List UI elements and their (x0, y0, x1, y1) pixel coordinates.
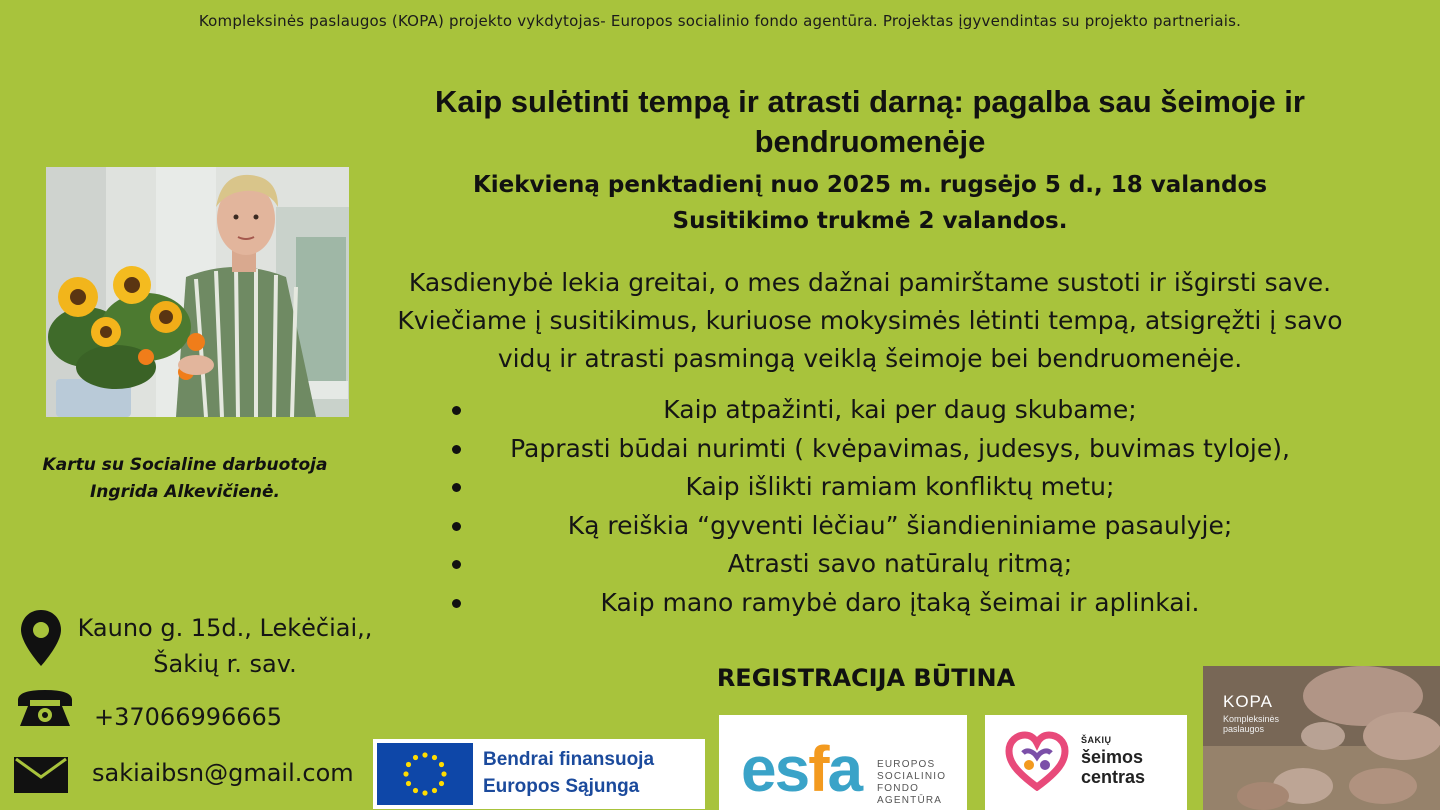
topic-text: Atrasti savo natūralų ritmą; (727, 549, 1073, 578)
bullet-icon (452, 483, 461, 492)
esfa-logo (719, 715, 967, 810)
esfa-full-name (877, 759, 946, 807)
eu-funding-logo (373, 739, 705, 809)
host-photo (46, 167, 349, 417)
eu-flag-icon (377, 743, 473, 805)
eu-text-line1: Bendrai finansuoja (483, 749, 655, 770)
location-pin-icon (18, 608, 64, 668)
esfa-line3: FONDO (877, 783, 920, 794)
topic-text: Kaip išlikti ramiam konfliktų metu; (685, 472, 1115, 501)
intro-line1: Kasdienybė lekia greitai, o mes dažnai pamirštame sustoti ir išgirsti save. (408, 268, 1332, 297)
envelope-icon (14, 757, 68, 793)
address (66, 610, 384, 682)
esfa-line4: AGENTŪRA (877, 795, 943, 806)
seimos-centras-logo (985, 715, 1187, 810)
bullet-icon (452, 522, 461, 531)
topic-text: Paprasti būdai nurimti ( kvėpavimas, judesys, buvimas tyloje), (510, 433, 1290, 463)
seimos-name (1081, 747, 1145, 787)
email-address[interactable]: sakiaibsn@gmail.com (92, 759, 354, 787)
event-title (380, 82, 1360, 162)
project-info-line: Kompleksinės paslaugos (KOPA) projekto vykdytojas- Europos socialinio fondo agentūra. Projektas įgyvendintas su projekto partneriais. (198, 12, 1242, 30)
bullet-icon (452, 560, 461, 569)
intro-line3: vidų ir atrasti pasmingą veiklą šeimoje bei bendruomenėje. (497, 344, 1243, 373)
host-photo-illustration (46, 167, 349, 417)
esfa-line1: EUROPOS (877, 759, 936, 770)
topic-item (440, 430, 1360, 469)
kopa-subtitle (1223, 714, 1293, 734)
esfa-wordmark: esfa (741, 733, 862, 805)
host-caption-line2: Ingrida Alkevičienė. (89, 482, 280, 502)
kopa-logo (1203, 666, 1440, 810)
topic-text: Kaip mano ramybė daro įtaką šeimai ir aplinkai. (600, 587, 1200, 617)
topic-item (440, 468, 1360, 507)
topic-item (440, 584, 1360, 623)
eu-funding-text (483, 746, 654, 800)
kopa-sub-line1: Kompleksinės (1223, 714, 1280, 724)
seimos-line1: šeimos (1081, 747, 1144, 767)
event-schedule-block (380, 167, 1360, 239)
event-duration: Susitikimo trukmė 2 valandos. (672, 208, 1068, 234)
eu-text-line2: Europos Sąjunga (483, 776, 640, 797)
seimos-line2: centras (1081, 767, 1146, 787)
event-intro (380, 264, 1360, 378)
esfa-line2: SOCIALINIO (877, 771, 947, 782)
seimos-city: ŠAKIŲ (1081, 735, 1112, 745)
event-schedule: Kiekvieną penktadienį nuo 2025 m. rugsėjo 5 d., 18 valandos (472, 172, 1268, 198)
event-title-line1: Kaip sulėtinti tempą ir atrasti darną: pagalba sau šeimoje ir (435, 84, 1305, 119)
topic-list (440, 391, 1360, 622)
host-caption (20, 452, 350, 506)
bullet-icon (452, 445, 461, 454)
event-title-line2: bendruomenėje (754, 124, 986, 159)
topic-text: Ką reiškia “gyventi lėčiau” šiandieniniame pasaulyje; (567, 510, 1233, 540)
heart-logo-icon (1005, 731, 1069, 791)
topic-item (440, 545, 1360, 584)
topic-item (440, 507, 1360, 546)
address-line2: Šakių r. sav. (153, 650, 297, 678)
address-line1: Kauno g. 15d., Lekėčiai,, (77, 614, 373, 642)
intro-line2: Kviečiame į susitikimus, kuriuose mokysimės lėtinti tempą, atsigręžti į savo (397, 306, 1343, 335)
telephone-icon (14, 686, 76, 728)
phone-number[interactable]: +37066996665 (94, 703, 283, 731)
kopa-hands-photo (1203, 666, 1440, 810)
registration-required: REGISTRACIJA BŪTINA (716, 664, 1016, 692)
topic-text: Kaip atpažinti, kai per daug skubame; (663, 395, 1137, 424)
kopa-title: KOPA (1223, 692, 1273, 711)
bullet-icon (452, 406, 461, 415)
topic-item (440, 391, 1360, 430)
kopa-sub-line2: paslaugos (1223, 724, 1265, 734)
bullet-icon (452, 599, 461, 608)
host-caption-line1: Kartu su Socialine darbuotoja (42, 455, 328, 475)
